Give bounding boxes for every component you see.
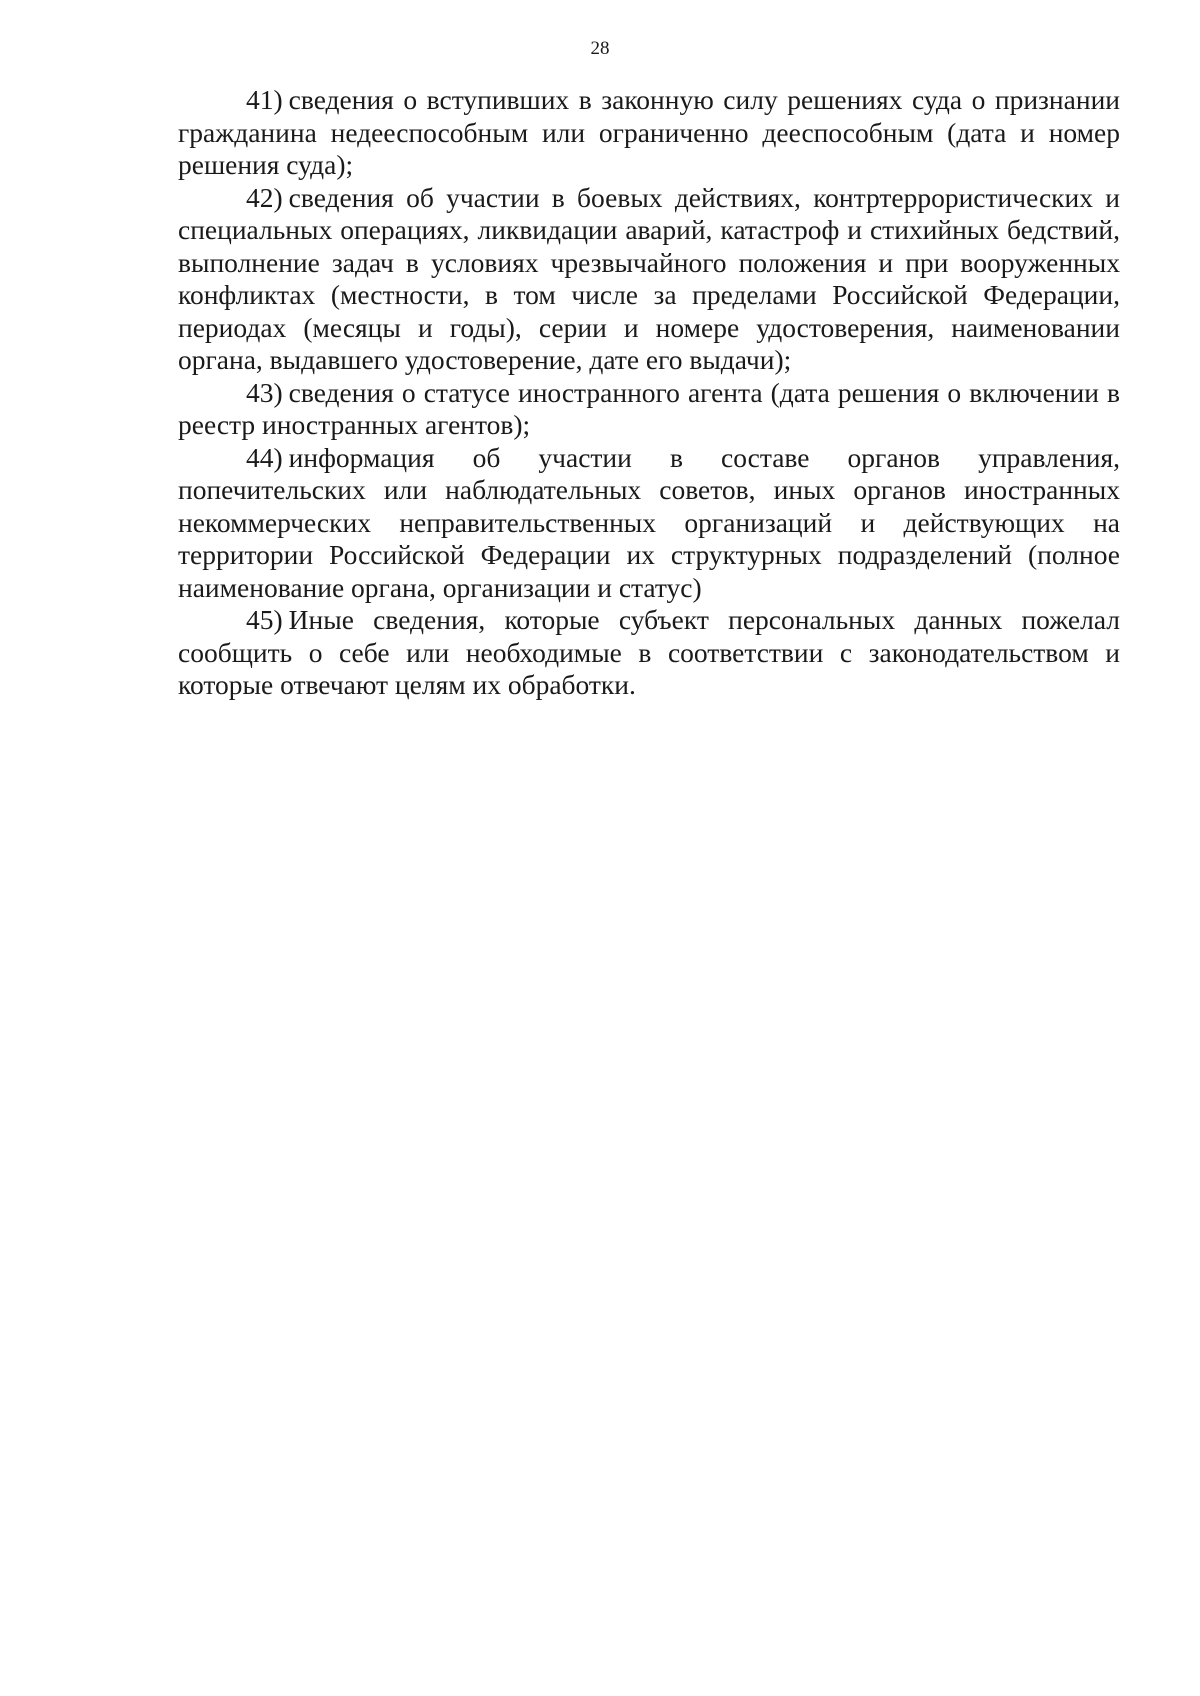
list-item-44: [178, 442, 1120, 605]
list-item-text: Иные сведения, которые субъект персональных данных пожелал сообщить о себе или необходимые в соответствии с законодательством и которые отвечают целям их обработки.: [178, 604, 1120, 700]
document-body: [178, 84, 1120, 702]
page-number: 28: [590, 38, 610, 59]
list-item-text: информация об участии в составе органов управления, попечительских или наблюдательных советов, иных органов иностранных некоммерческих неправительственных организаций и действующих на территории Российской Федерации их структурных подразделений (полное наименование органа, организации и статус): [178, 441, 1120, 603]
list-item-number: 41): [246, 84, 283, 115]
list-item-number: 42): [246, 181, 283, 213]
list-item-41: [178, 84, 1120, 182]
list-item-45: [178, 604, 1120, 702]
list-item-number: 45): [246, 604, 283, 635]
list-item-number: 44): [246, 441, 283, 473]
list-item-number: 43): [246, 376, 283, 408]
list-item-text: сведения об участии в боевых действиях, контртеррористических и специальных операциях, ликвидации аварий, катастроф и стихийных бедствий, выполнение задач в условиях чрезвычайного положения и при вооруженных конфликтах (местности, в том числе за пределами Российской Федерации, периодах (месяцы и годы), серии и номере удостоверения, наименовании органа, выдавшего удостоверение, дате его выдачи);: [178, 181, 1120, 375]
list-item-43: [178, 377, 1120, 442]
list-item-text: сведения о статусе иностранного агента (дата решения о включении в реестр иностранных агентов);: [178, 376, 1120, 440]
list-item-42: [178, 182, 1120, 377]
list-item-text: сведения о вступивших в законную силу решениях суда о признании гражданина недееспособным или ограниченно дееспособным (дата и номер решения суда);: [178, 84, 1120, 180]
